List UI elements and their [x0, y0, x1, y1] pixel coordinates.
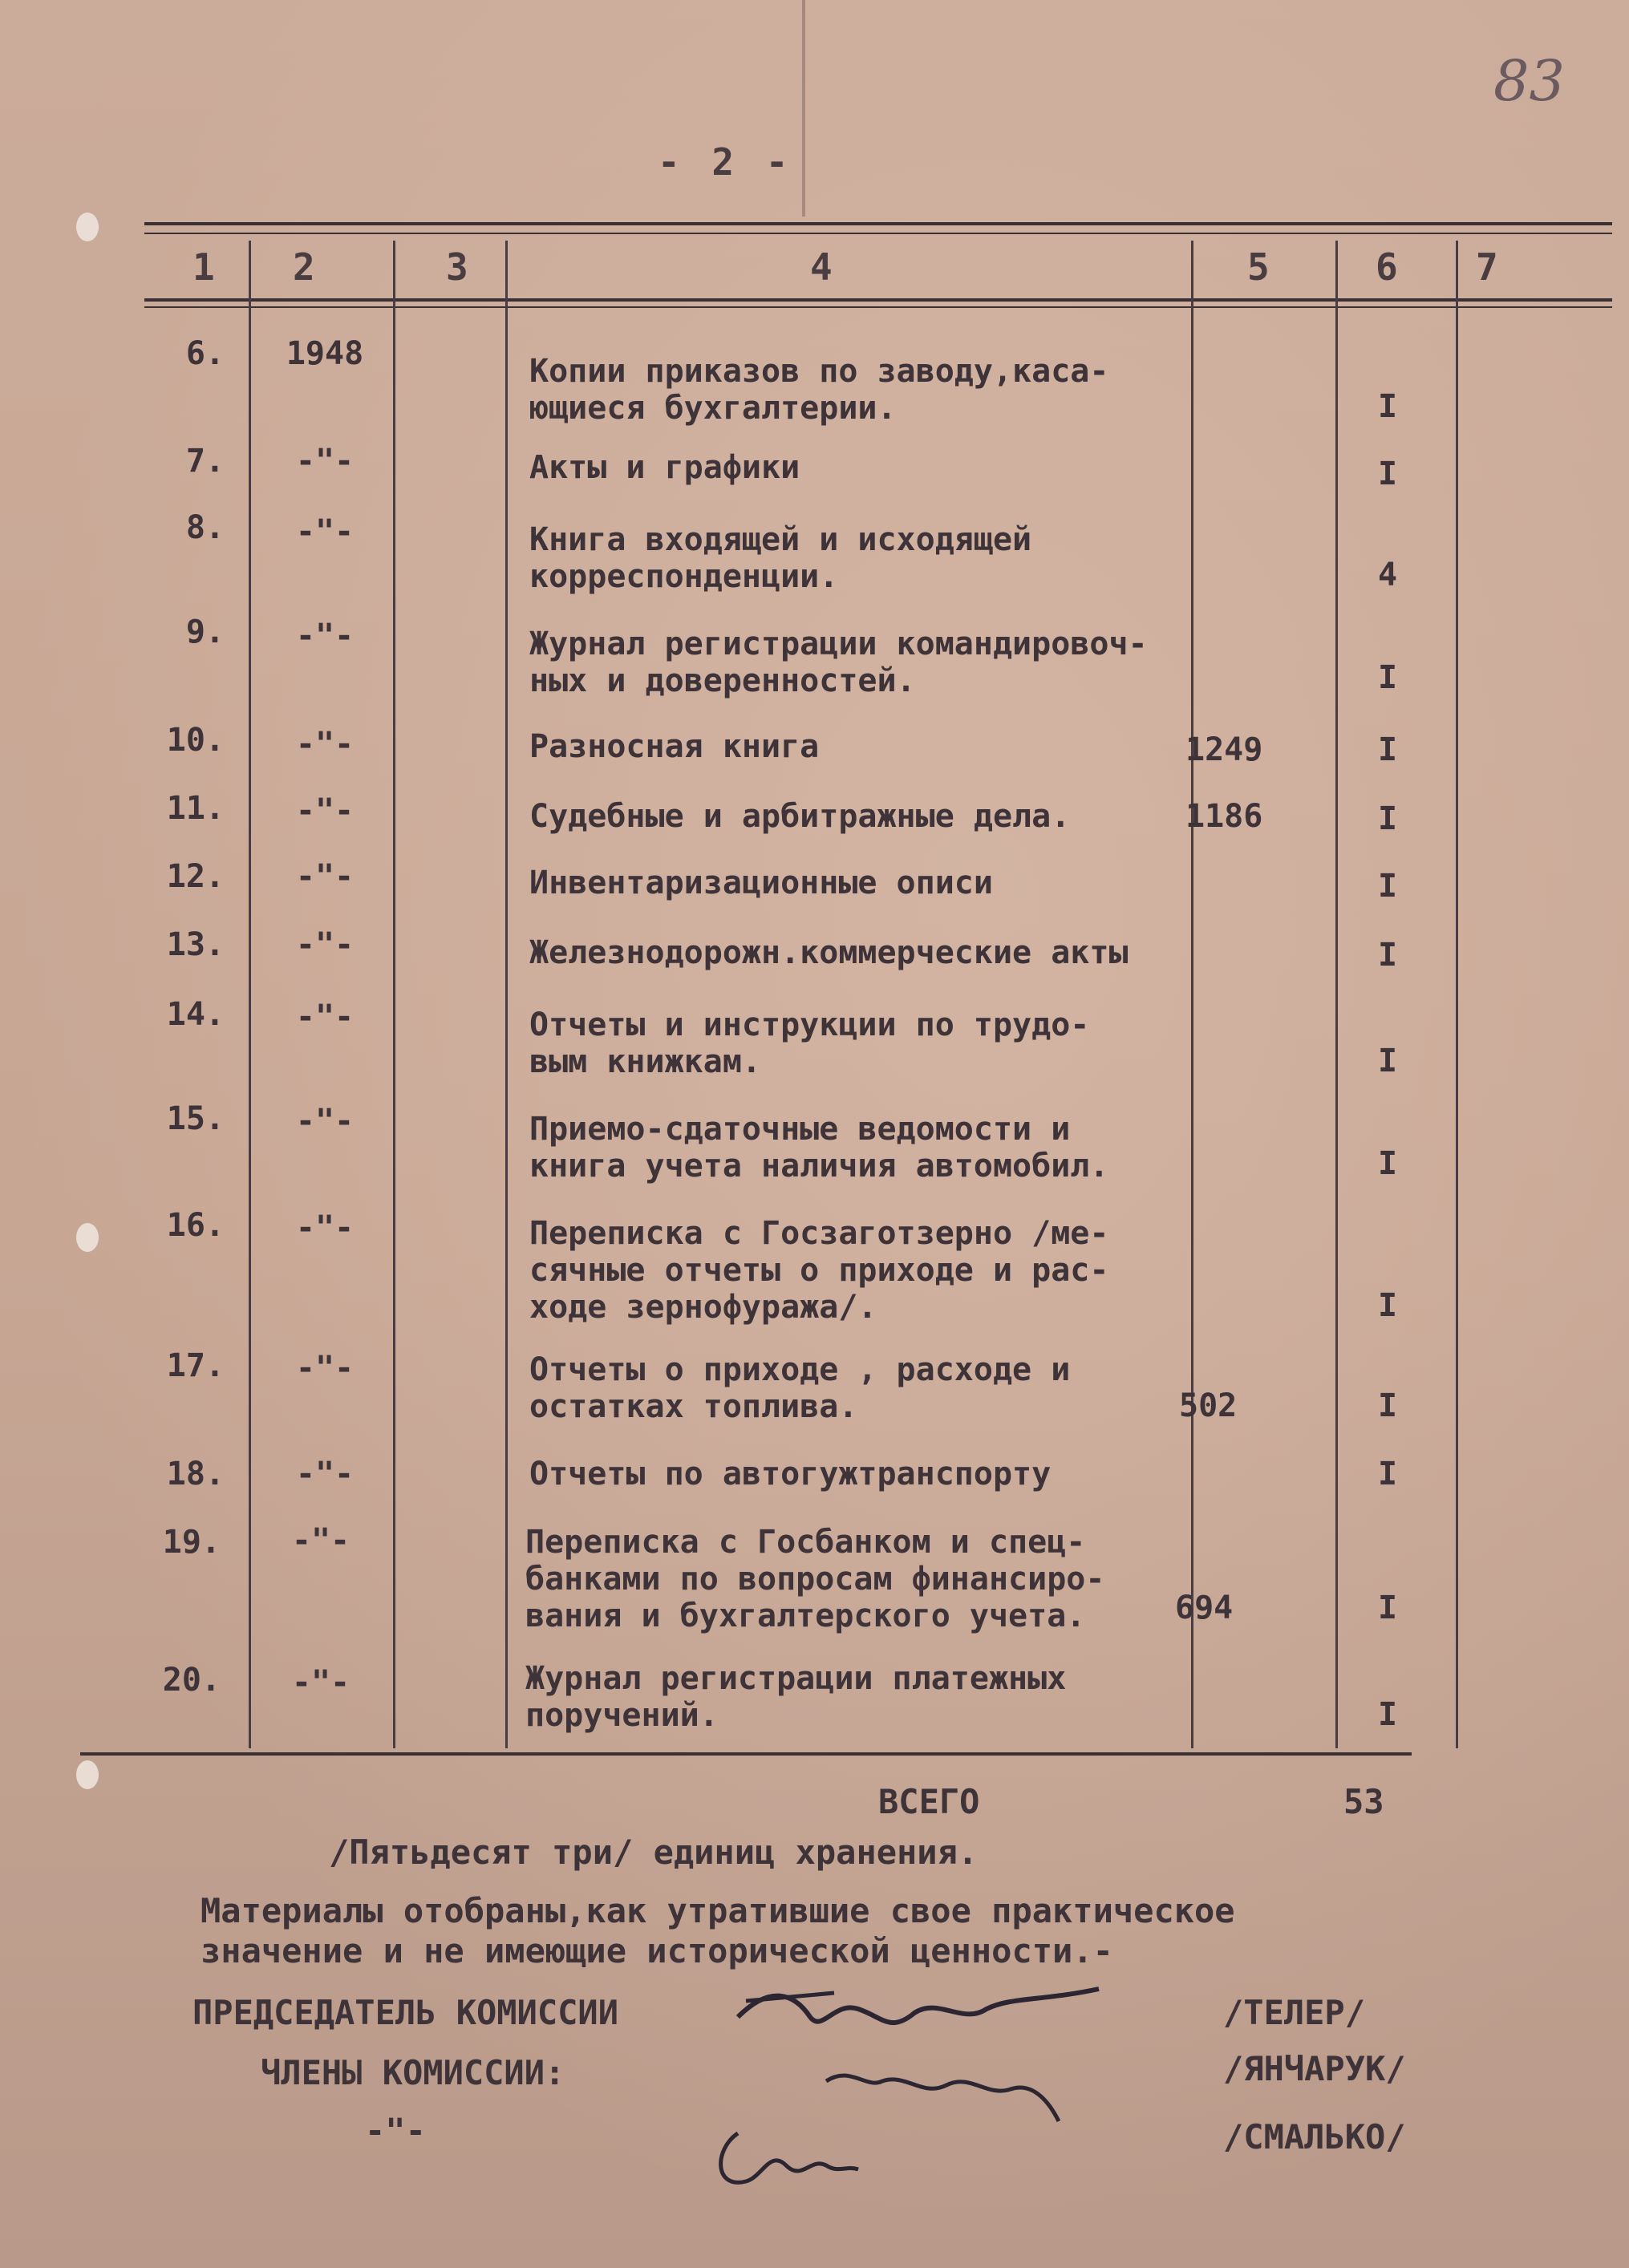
row-count: I	[1377, 868, 1398, 905]
members-label: ЧЛЕНЫ КОМИССИИ:	[261, 2053, 565, 2092]
row-count: I	[1377, 1287, 1398, 1324]
row-count: I	[1377, 731, 1398, 768]
total-in-words: /Пятьдесят три/ единиц хранения.	[329, 1833, 979, 1872]
row-col5: 1186	[1185, 798, 1263, 835]
row-description: Отчеты по автогужтранспорту	[529, 1456, 1052, 1492]
row-year: -"-	[295, 618, 355, 654]
row-count: I	[1377, 1145, 1398, 1182]
disposal-note: Материалы отобраны,как утратившие свое практическое значение и не имеющие исторической ценности.-	[201, 1891, 1235, 1970]
row-year: -"-	[295, 1350, 355, 1387]
column-header-2: 2	[293, 245, 315, 289]
row-year: -"-	[295, 1103, 355, 1140]
row-description: Переписка с Госзаготзерно /ме- сячные отчеты о приходе и рас- ходе зернофуража/.	[529, 1215, 1109, 1326]
fold-line	[802, 0, 805, 217]
column-header-7: 7	[1476, 245, 1498, 289]
member2-signature	[706, 2117, 866, 2205]
row-count: I	[1377, 659, 1398, 696]
column-header-4: 4	[810, 245, 833, 289]
row-number: 16.	[166, 1207, 225, 1244]
row-number: 12.	[166, 858, 225, 895]
row-number: 9.	[185, 614, 225, 650]
member1-name: /ЯНЧАРУК/	[1223, 2049, 1406, 2088]
header-bottom-rule-thin	[144, 306, 1612, 308]
row-number: 14.	[166, 996, 225, 1033]
row-description: Железнодорожн.коммерческие акты	[529, 934, 1129, 971]
row-col5: 1249	[1185, 731, 1263, 768]
punch-hole	[76, 213, 99, 241]
row-count: I	[1377, 388, 1398, 425]
row-description: Отчеты о приходе , расходе и остатках топлива.	[529, 1351, 1071, 1425]
column-header-6: 6	[1376, 245, 1398, 289]
row-number: 18.	[166, 1456, 225, 1492]
row-number: 15.	[166, 1100, 225, 1137]
row-description: Журнал регистрации платежных поручений.	[525, 1660, 1067, 1734]
row-year: -"-	[295, 1209, 355, 1246]
row-number: 11.	[166, 790, 225, 827]
row-year: -"-	[291, 1664, 351, 1701]
column-divider	[1456, 241, 1458, 1748]
column-divider	[249, 241, 251, 1748]
row-year: -"-	[295, 792, 355, 829]
row-description: Отчеты и инструкции по трудо- вым книжкам.	[529, 1006, 1090, 1080]
column-header-3: 3	[446, 245, 468, 289]
total-label: ВСЕГО	[878, 1782, 980, 1821]
row-year: -"-	[295, 998, 355, 1035]
total-value: 53	[1343, 1782, 1384, 1821]
chair-label: ПРЕДСЕДАТЕЛЬ КОМИССИИ	[192, 1993, 619, 2032]
row-description: Акты и графики	[529, 449, 800, 486]
row-year: -"-	[295, 858, 355, 895]
row-description: Журнал регистрации командировоч- ных и доверенностей.	[529, 626, 1148, 699]
chair-name: /ТЕЛЕР/	[1223, 1993, 1366, 2032]
table-top-rule-thin	[144, 233, 1612, 234]
header-bottom-rule	[144, 298, 1612, 302]
row-number: 7.	[185, 443, 225, 480]
row-count: I	[1377, 1387, 1398, 1424]
row-year: -"-	[295, 443, 355, 480]
row-col5: 694	[1175, 1590, 1234, 1626]
table-top-rule	[144, 222, 1612, 225]
row-description: Копии приказов по заводу,каса- ющиеся бухгалтерии.	[529, 353, 1109, 427]
row-col5: 502	[1179, 1387, 1238, 1424]
row-number: 6.	[185, 335, 225, 372]
row-description: Книга входящей и исходящей корреспонденции.	[529, 521, 1032, 595]
row-year: -"-	[295, 513, 355, 550]
row-year: -"-	[291, 1522, 351, 1559]
member2-name: /СМАЛЬКО/	[1223, 2117, 1406, 2157]
row-year: -"-	[295, 926, 355, 963]
row-count: I	[1377, 937, 1398, 974]
column-divider	[1335, 241, 1338, 1748]
row-count: I	[1377, 1456, 1398, 1492]
row-number: 20.	[162, 1662, 221, 1699]
column-divider	[505, 241, 508, 1748]
row-count: I	[1377, 456, 1398, 492]
punch-hole	[76, 1760, 99, 1789]
row-description: Приемо-сдаточные ведомости и книга учета наличия автомобил.	[529, 1111, 1109, 1185]
row-number: 8.	[185, 509, 225, 546]
row-number: 17.	[166, 1347, 225, 1384]
archive-page-marker: 83	[1493, 48, 1566, 114]
row-description: Переписка с Госбанком и спец- банками по вопросам финансиро- вания и бухгалтерского учета.	[525, 1524, 1105, 1634]
row-description: Инвентаризационные описи	[529, 865, 993, 901]
row-year: -"-	[295, 726, 355, 763]
column-divider	[393, 241, 395, 1748]
row-count: I	[1377, 1590, 1398, 1626]
ditto-mark: -"-	[365, 2111, 426, 2150]
row-year: -"-	[295, 1456, 355, 1492]
row-description: Разносная книга	[529, 728, 820, 765]
row-number: 10.	[166, 722, 225, 759]
column-header-5: 5	[1247, 245, 1270, 289]
page-number: - 2 -	[658, 140, 793, 184]
row-description: Судебные и арбитражные дела.	[529, 798, 1071, 835]
table-bottom-rule	[80, 1752, 1412, 1756]
row-number: 13.	[166, 926, 225, 963]
row-count: 4	[1377, 557, 1398, 593]
row-count: I	[1377, 1696, 1398, 1733]
column-header-1: 1	[192, 245, 215, 289]
row-count: I	[1377, 1043, 1398, 1079]
row-year: 1948	[286, 335, 364, 372]
row-count: I	[1377, 800, 1398, 837]
row-number: 19.	[162, 1524, 221, 1561]
